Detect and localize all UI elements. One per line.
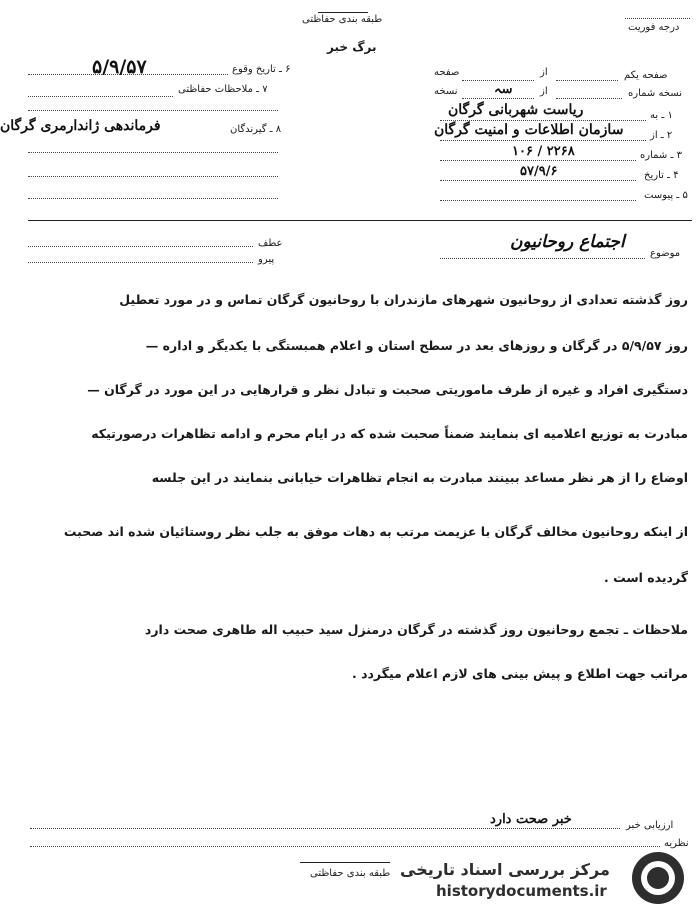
body-line-1: روز گذشته تعدادی از روحانیون شهرهای مازندران با روحانیون گرگان تماس و در مورد تعطیل — [119, 292, 688, 307]
page-word: صفحه — [434, 67, 460, 78]
copy-of: از — [540, 86, 548, 97]
attachment-label: ۵ ـ پیوست — [644, 190, 688, 201]
date2-value: ۵۷/۹/۶ — [520, 164, 558, 179]
form-title: برگ خبر — [327, 40, 377, 54]
atf-label: عطف — [258, 238, 283, 249]
opinion-label: نظریه — [664, 838, 689, 849]
subject-value: اجتماع روحانیون — [510, 232, 625, 252]
page-of: از — [540, 67, 548, 78]
recipients-value: فرماندهی ژاندارمری گرگان — [0, 118, 161, 134]
page-label: صفحه یکم — [624, 70, 668, 81]
classification-bottom: طبقه بندی حفاظتی — [310, 868, 391, 879]
subject-label: موضوع — [650, 248, 681, 259]
to-value: ریاست شهربانی گرگان — [448, 102, 584, 118]
body-line-8: ملاحظات ـ تجمع روحانیون روز گذشته در گرگان درمنزل سید حبیب اله طاهری صحت دارد — [144, 622, 688, 637]
number-value: ۱۰۶ / ۲۲۶۸ — [512, 144, 575, 159]
occurrence-date-value: ۵/۹/۵۷ — [92, 56, 147, 78]
watermark-url: historydocuments.ir — [436, 882, 607, 900]
recipients-label: ۸ ـ گیرندگان — [230, 124, 282, 135]
evaluation-label: ارزیابی خبر — [626, 820, 674, 831]
body-line-4: مبادرت به توزیع اعلامیه ای بنمایند ضمناً صحبت شده که در ایام محرم و ادامه تظاهرات درصورتیکه — [91, 426, 688, 441]
from-label: ۲ ـ از — [650, 130, 673, 141]
archive-logo-icon — [632, 852, 684, 904]
body-line-7: گردیده است . — [603, 570, 688, 585]
body-line-3: دستگیری افراد و غیره از طرف ماموریتی صحبت و تبادل نظر و قرارهایی در این مورد در گرگان — — [87, 382, 688, 397]
body-line-9: مراتب جهت اطلاع و پیش بینی های لازم اعلام میگردد . — [351, 666, 688, 681]
body-line-5: اوضاع را از هر نظر مساعد ببینند مبادرت به انجام تظاهرات خیابانی بنمایند در این جلسه — [151, 470, 688, 485]
protective-notes-label: ۷ ـ ملاحظات حفاظتی — [178, 84, 268, 95]
body-line-6: از اینکه روحانیون مخالف گرگان با عزیمت مرتب به دهات موفق به جلب نظر روستائیان شده اند صحبت — [63, 524, 688, 539]
peyro-label: پیرو — [258, 254, 275, 265]
evaluation-value: خبر صحت دارد — [490, 812, 572, 827]
copy-label: نسخه شماره — [628, 88, 682, 99]
copy-word: نسخه — [434, 86, 458, 97]
body-line-2: روز ۵/۹/۵۷ در گرگان و روزهای بعد در سطح استان و اعلام همبستگی با یکدیگر و اداره — — [145, 338, 688, 353]
urgency-label: درجه فوریت — [628, 22, 680, 33]
from-value: سازمان اطلاعات و امنیت گرگان — [434, 122, 624, 138]
number-label: ۳ ـ شماره — [640, 150, 682, 161]
classification-top: طبقه بندی حفاظتی — [302, 14, 383, 25]
watermark-name: مرکز بررسی اسناد تاریخی — [400, 860, 610, 879]
date2-label: ۴ ـ تاریخ — [644, 170, 679, 181]
to-label: ۱ ـ به — [650, 110, 673, 121]
copy-handwritten-mark: سہ — [494, 82, 513, 97]
occurrence-date-label: ۶ ـ تاریخ وقوع — [232, 64, 291, 75]
